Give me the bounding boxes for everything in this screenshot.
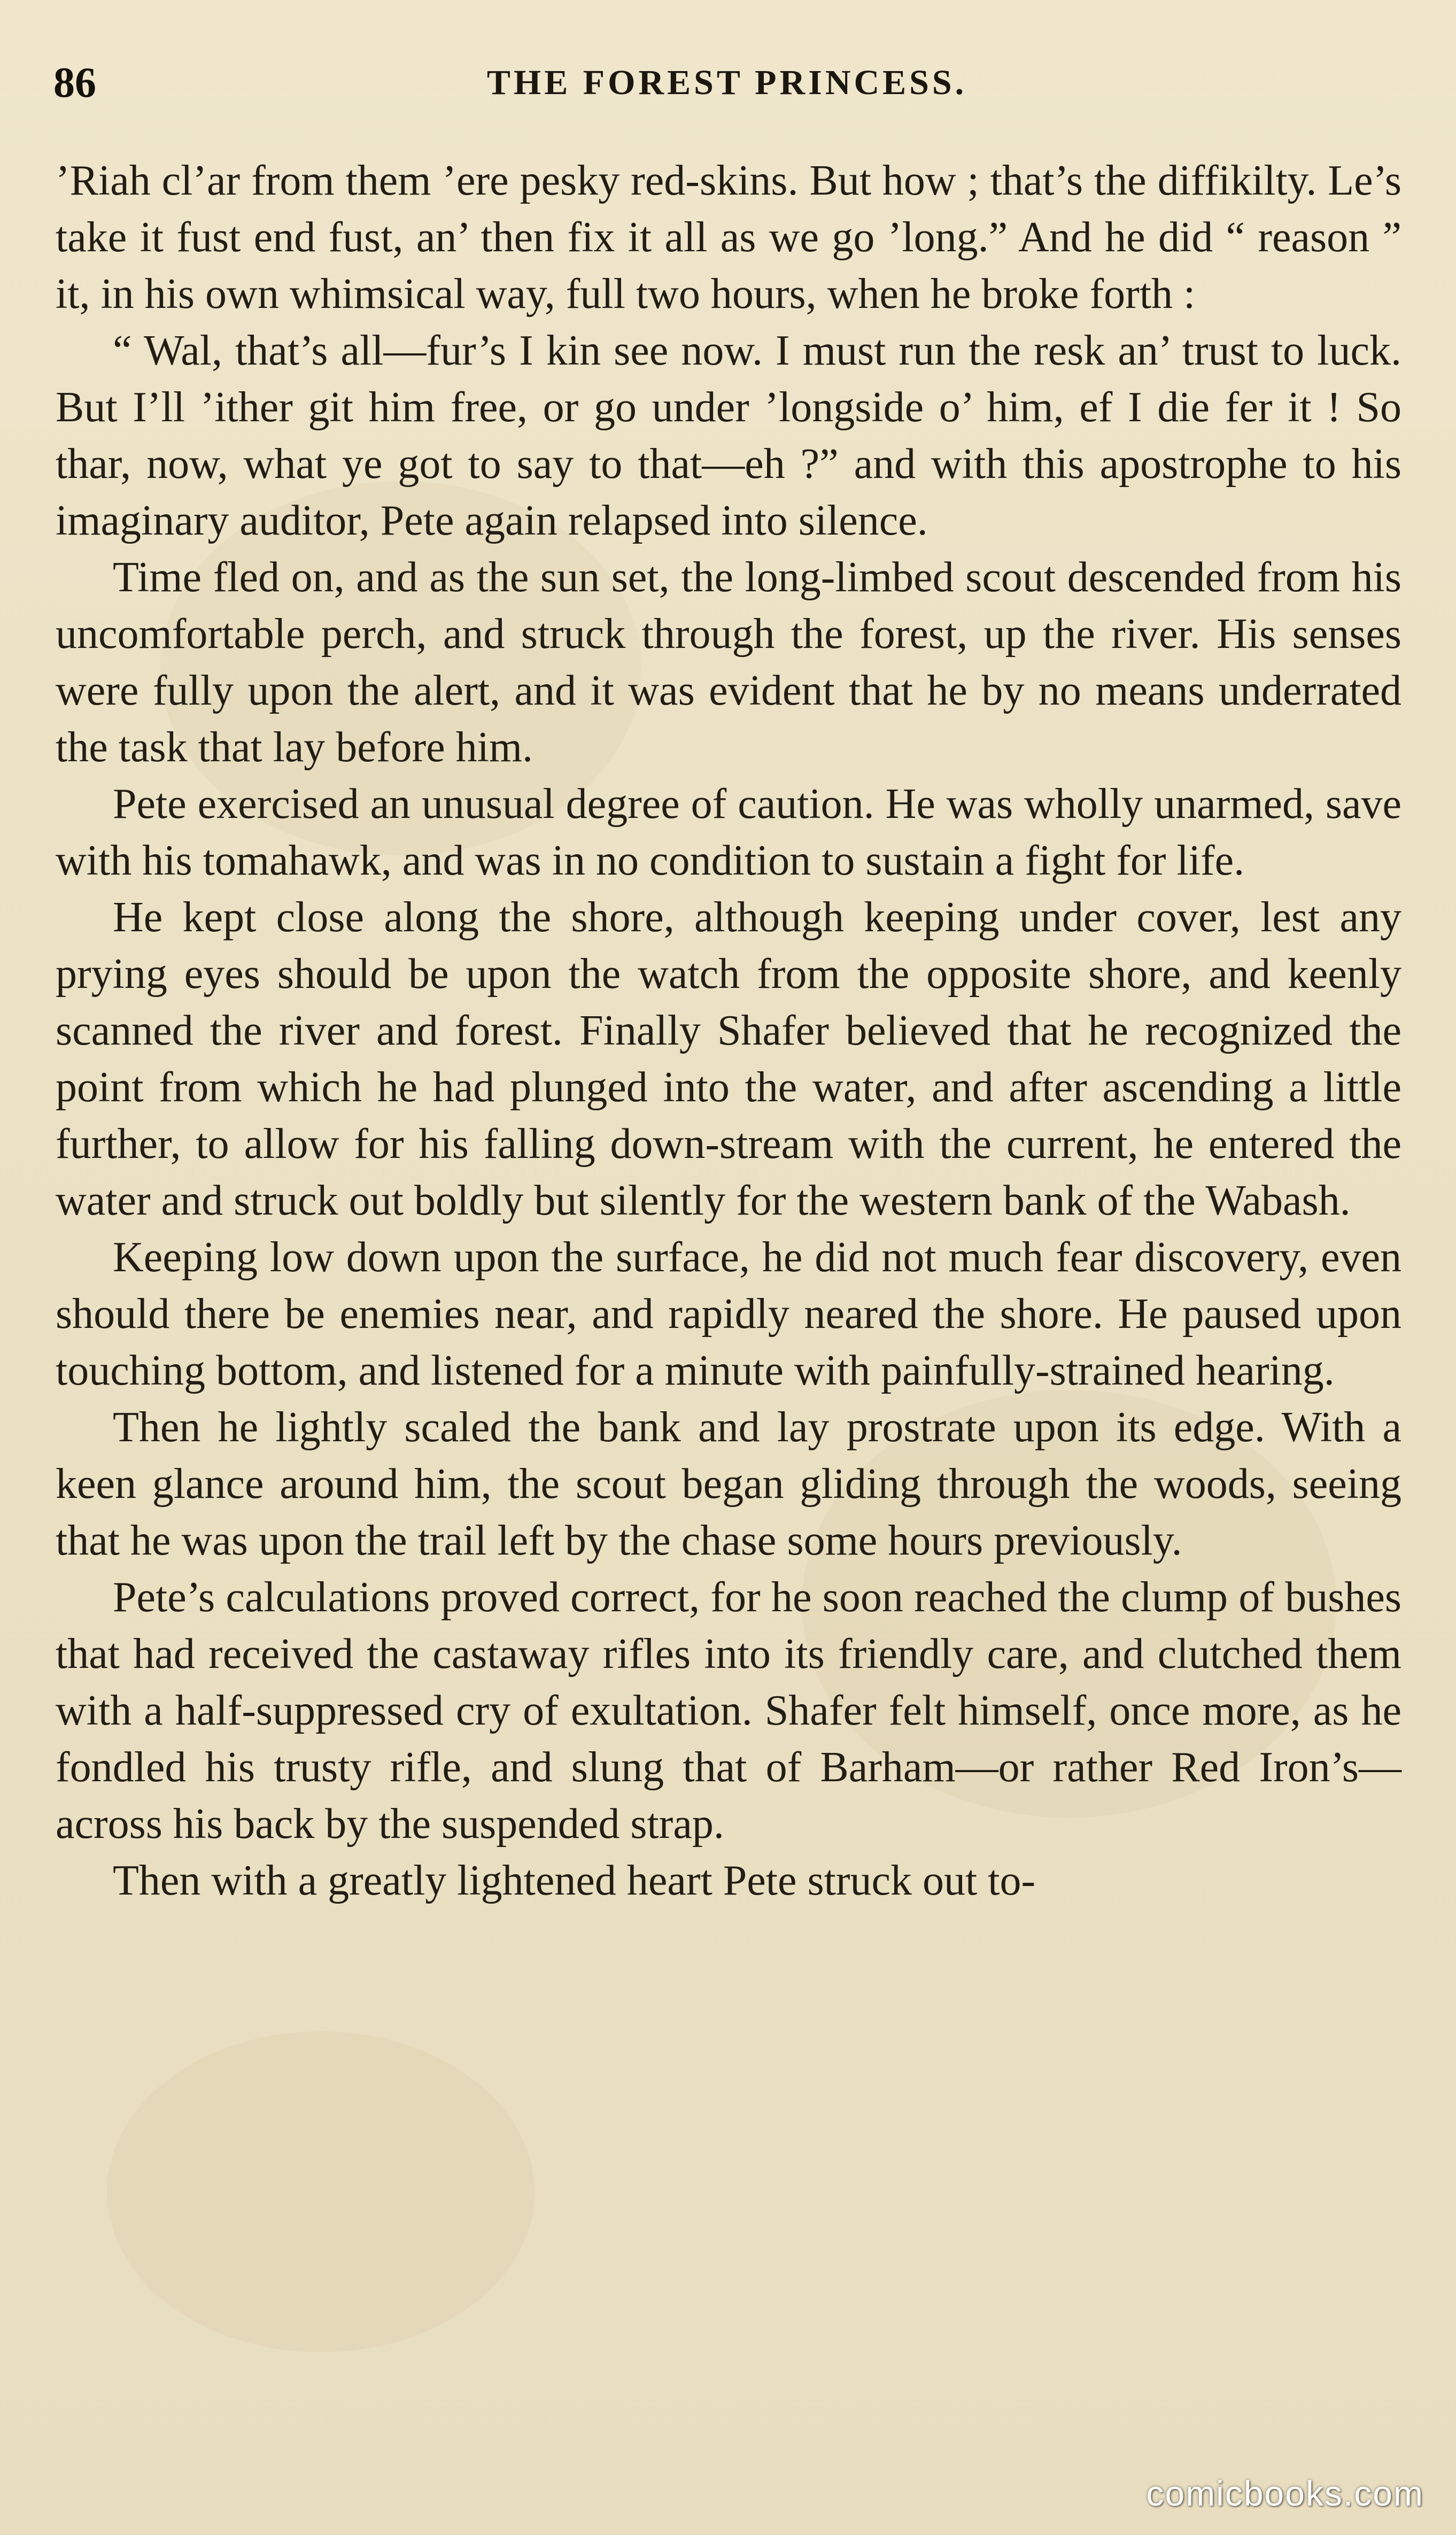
page-header (53, 53, 1400, 112)
paragraph: “ Wal, that’s all—fur’s I kin see now. I must run the resk an’ trust to luck. But I’ll ’ither git him free, or go under ’longside o’ him, ef I die fer it ! So thar, now, what ye got to say to that—eh ?” and with this apostrophe to his imaginary auditor, Pete again relapsed into silence. (56, 327, 1401, 544)
paragraph: Time fled on, and as the sun set, the long-limbed scout descended from his uncomfortable perch, and struck through the forest, up the river. His senses were fully upon the alert, and it was evident that he by no means underrated the task that lay before him. (56, 554, 1401, 771)
running-head: THE FOREST PRINCESS. (486, 63, 967, 102)
paragraph: Keeping low down upon the surface, he did not much fear discovery, even should there be enemies near, and rapidly neared the shore. He paused upon touching bottom, and listened for a minute with painfully-strained hearing. (56, 1234, 1401, 1394)
paragraph: Pete’s calculations proved correct, for he soon reached the clump of bushes that had received the castaway rifles into its friendly care, and clutched them with a half-suppressed cry of exultation. Shafer felt himself, once more, as he fondled his trusty rifle, and slung that of Barham—or rather Red Iron’s—across his back by the suspended strap. (56, 1574, 1401, 1848)
paragraph: Pete exercised an unusual degree of caution. He was wholly unarmed, save with his tomahawk, and was in no condition to sustain a fight for life. (56, 780, 1401, 884)
body-text (56, 152, 1401, 1909)
paper-stain (107, 2031, 535, 2352)
watermark: comicbooks.com (1146, 2474, 1424, 2513)
paragraph: Then with a greatly lightened heart Pete struck out to- (113, 1857, 1036, 1904)
paragraph: He kept close along the shore, although keeping under cover, lest any prying eyes should be upon the watch from the opposite shore, and keenly scanned the river and forest. Finally Shafer believed that he recognized the point from which he had plunged into the water, and after ascending a little further, to allow for his falling down-stream with the current, he entered the water and struck out boldly but silently for the western bank of the Wabash. (56, 894, 1401, 1224)
paragraph: ’Riah cl’ar from them ’ere pesky red-skins. But how ; that’s the diffikilty. Le’s take it fust end fust, an’ then fix it all as we go ’long.” And he did “ reason ” it, in his own whimsical way, full two hours, when he broke forth : (56, 157, 1401, 318)
page-number: 86 (53, 59, 96, 106)
paragraph: Then he lightly scaled the bank and lay prostrate upon its edge. With a keen glance around him, the scout began gliding through the woods, seeing that he was upon the trail left by the chase some hours previously. (56, 1404, 1401, 1564)
